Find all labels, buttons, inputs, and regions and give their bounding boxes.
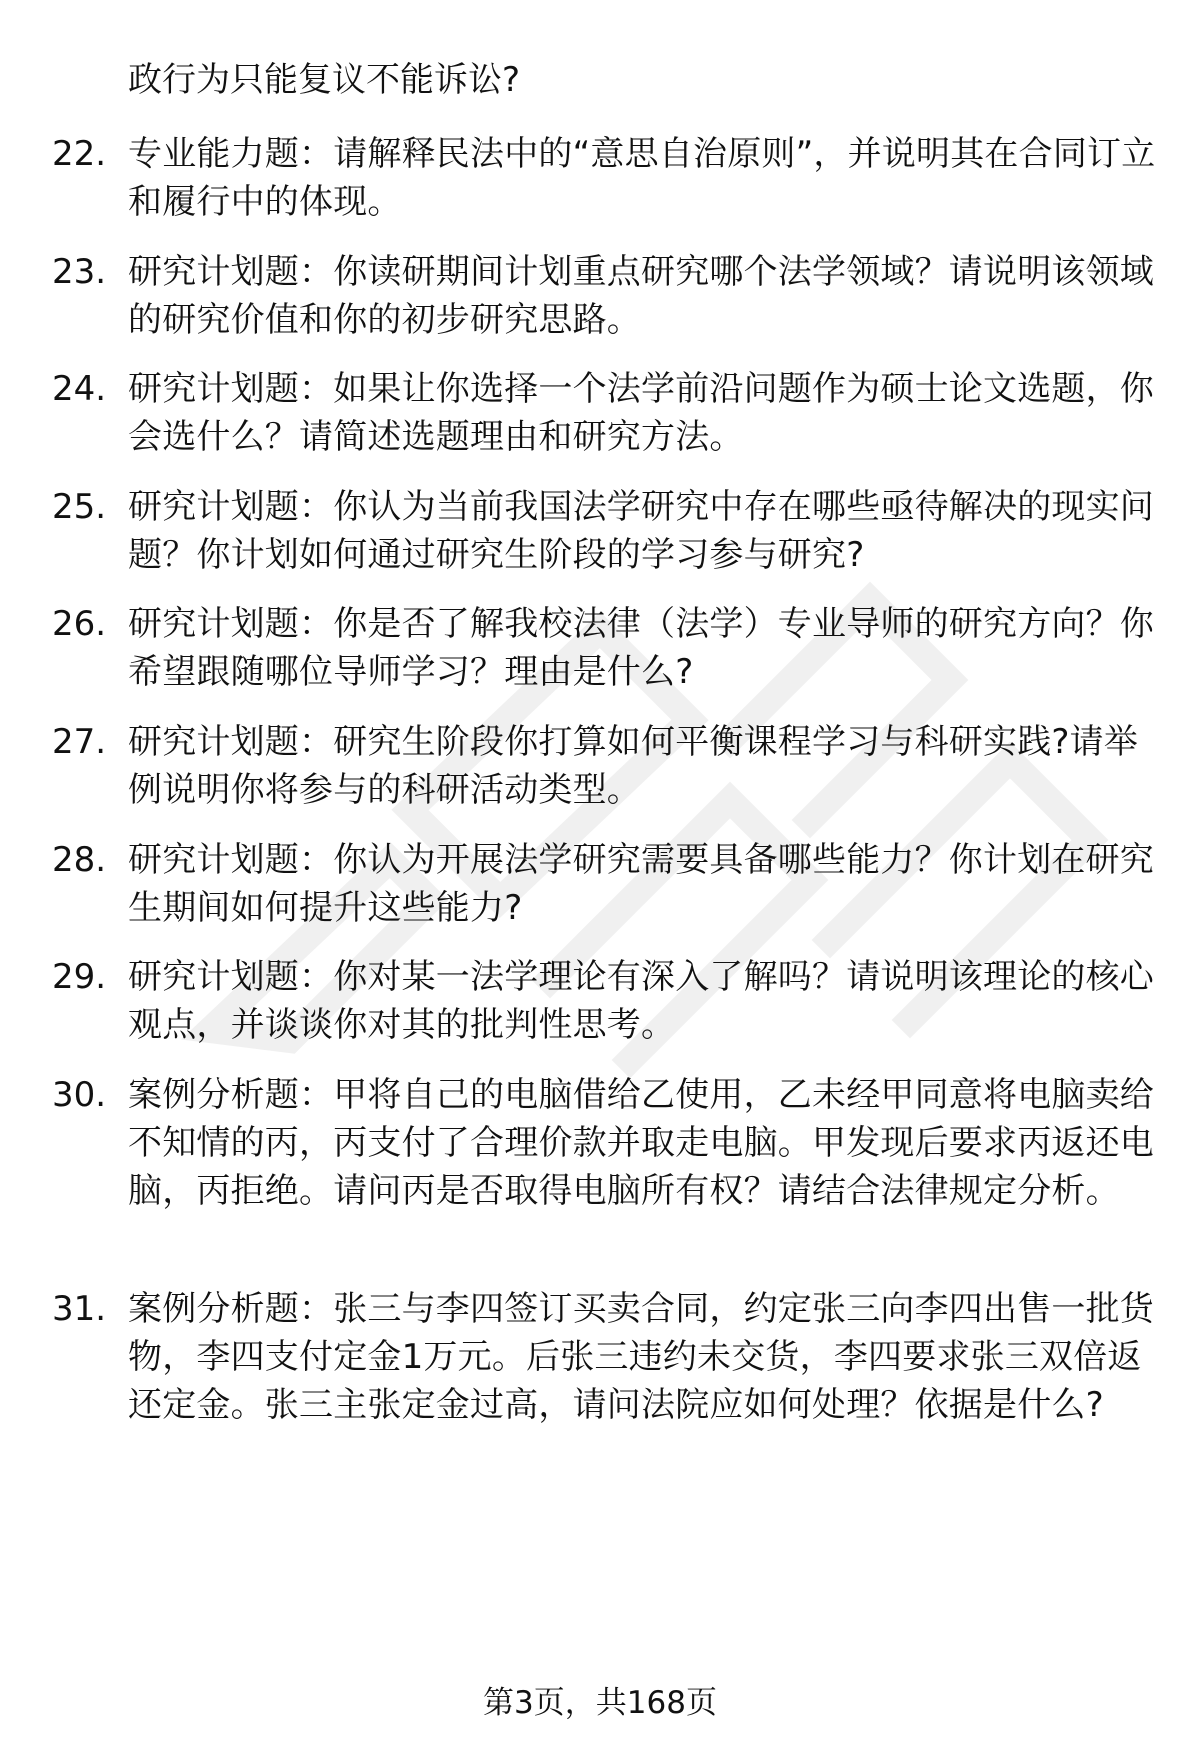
question-text: 研究计划题：你是否了解我校法律（法学）专业导师的研究方向？你希望跟随哪位导师学习？理由是什么? bbox=[128, 604, 1154, 692]
question-text: 研究计划题：你读研期间计划重点研究哪个法学领域？请说明该领域的研究价值和你的初步研究思路。 bbox=[128, 252, 1154, 340]
question-text: 研究计划题：如果让你选择一个法学前沿问题作为硕士论文选题，你会选什么？请简述选题理由和研究方法。 bbox=[128, 369, 1154, 457]
question-number: 28. bbox=[52, 840, 107, 880]
question-number: 22. bbox=[52, 134, 107, 174]
question-number: 31. bbox=[52, 1289, 107, 1329]
question-text: 研究计划题：你认为当前我国法学研究中存在哪些亟待解决的现实问题？你计划如何通过研究生阶段的学习参与研究? bbox=[128, 487, 1154, 575]
question-number: 24. bbox=[52, 369, 107, 409]
page-footer: 第3页，共168页 bbox=[483, 1685, 717, 1721]
question-number: 29. bbox=[52, 957, 107, 997]
question-text: 案例分析题：张三与李四签订买卖合同，约定张三向李四出售一批货物，李四支付定金1万元。后张三违约未交货，李四要求张三双倍返还定金。张三主张定金过高，请问法院应如何处理？依据是什么? bbox=[128, 1289, 1154, 1425]
continued-question-text: 政行为只能复议不能诉讼? bbox=[128, 60, 521, 100]
question-number: 25. bbox=[52, 487, 107, 527]
question-number: 27. bbox=[52, 722, 107, 762]
question-text: 研究计划题：你对某一法学理论有深入了解吗？请说明该理论的核心观点，并谈谈你对其的批判性思考。 bbox=[128, 957, 1154, 1045]
question-number: 30. bbox=[52, 1075, 107, 1115]
question-text: 研究计划题：你认为开展法学研究需要具备哪些能力？你计划在研究生期间如何提升这些能力? bbox=[128, 840, 1154, 928]
question-number: 23. bbox=[52, 252, 107, 292]
question-number: 26. bbox=[52, 604, 107, 644]
question-text: 案例分析题：甲将自己的电脑借给乙使用，乙未经甲同意将电脑卖给不知情的丙，丙支付了合理价款并取走电脑。甲发现后要求丙返还电脑，丙拒绝。请问丙是否取得电脑所有权？请结合法律规定分析。 bbox=[128, 1075, 1154, 1211]
question-text: 专业能力题：请解释民法中的“意思自治原则”，并说明其在合同订立和履行中的体现。 bbox=[128, 134, 1156, 222]
question-text: 研究计划题：研究生阶段你打算如何平衡课程学习与科研实践?请举例说明你将参与的科研活动类型。 bbox=[128, 722, 1139, 810]
